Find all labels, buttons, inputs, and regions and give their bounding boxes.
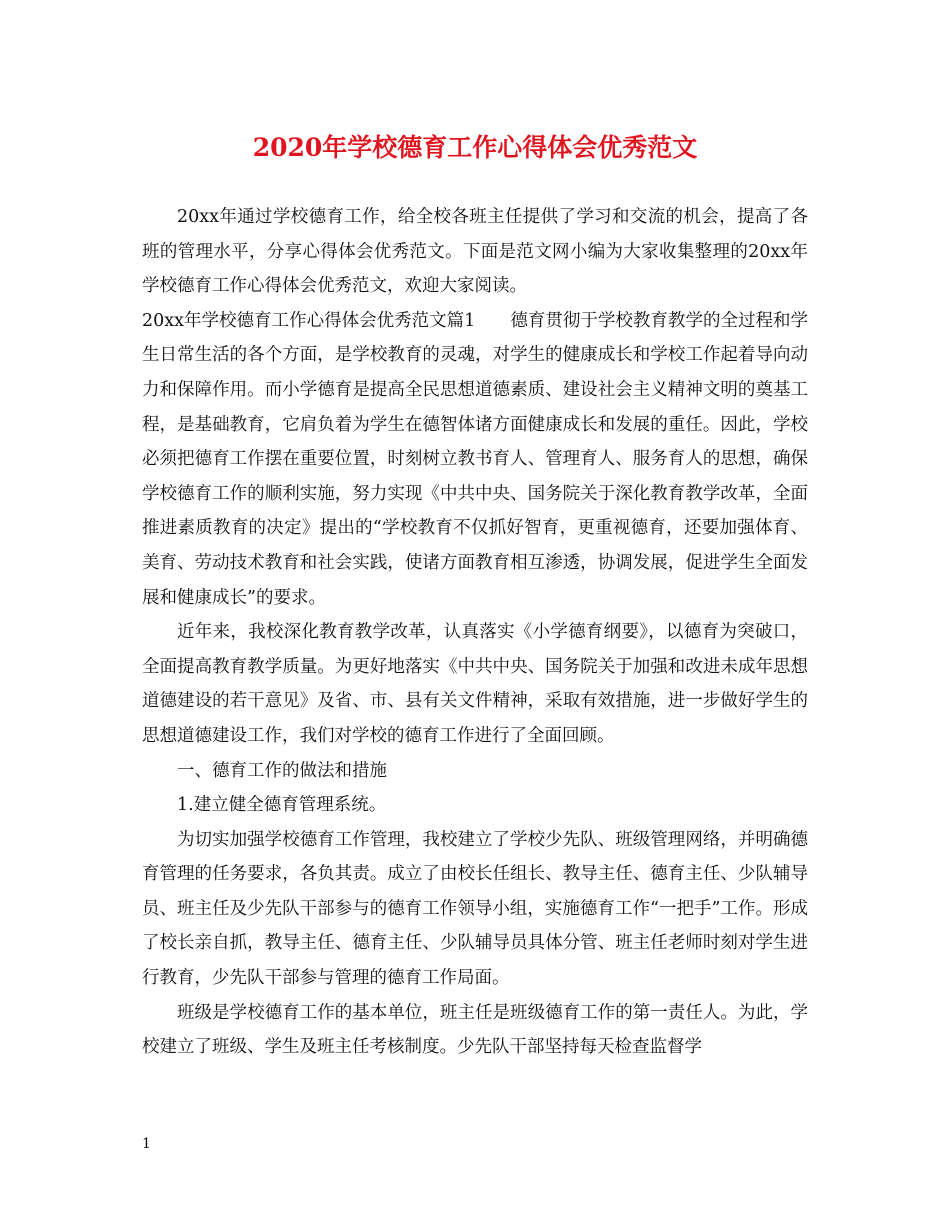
paragraph-management: 为切实加强学校德育工作管理，我校建立了学校少先队、班级管理网络，并明确德育管理的任务要求，各负其责。成立了由校长任组长、教导主任、德育主任、少队辅导员、班主任及少先队干部参与的德育工作领导小组，实施德育工作“一把手”工作。形成了校长亲自抓，教导主任、德育主任、少队辅导员具体分管、班主任老师时刻对学生进行教育，少先队干部参与管理的德育工作局面。	[142, 829, 808, 989]
page-number: 1	[142, 1136, 151, 1152]
document-title: 2020年学校德育工作心得体会优秀范文	[252, 133, 698, 162]
paragraph-recent-years: 近年来，我校深化教育教学改革，认真落实《小学德育纲要》，以德育为突破口，全面提高教育教学质量。为更好地落实《中共中央、国务院关于加强和改进未成年思想道德建设的若干意见》及省、市、县有关文件精神，采取有效措施，进一步做好学生的思想道德建设工作，我们对学校的德育工作进行了全面回顾。	[142, 622, 808, 746]
paragraph-section-1: 20xx年学校德育工作心得体会优秀范文篇1 德育贯彻于学校教育教学的全过程和学生日常生活的各个方面，是学校教育的灵魂，对学生的健康成长和学校工作起着导向动力和保障作用。而小学德育是提高全民思想道德素质、建设社会主义精神文明的奠基工程，是基础教育，它肩负着为学生在德智体诸方面健康成长和发展的重任。因此，学校必须把德育工作摆在重要位置，时刻树立教书育人、管理育人、服务育人的思想，确保学校德育工作的顺利实施，努力实现《中共中央、国务院关于深化教育教学改革，全面推进素质教育的决定》提出的“学校教育不仅抓好智育，更重视德育，还要加强体育、美育、劳动技术教育和社会实践，使诸方面教育相互渗透，协调发展，促进学生全面发展和健康成长”的要求。	[142, 310, 808, 608]
heading-measures: 一、德育工作的做法和措施	[177, 760, 387, 781]
document-body	[142, 200, 808, 1065]
paragraph-class-unit: 班级是学校德育工作的基本单位，班主任是班级德育工作的第一责任人。为此，学校建立了班级、学生及班主任考核制度。少先队干部坚持每天检查监督学	[142, 1002, 808, 1058]
paragraph-intro: 20xx年通过学校德育工作，给全校各班主任提供了学习和交流的机会，提高了各班的管理水平，分享心得体会优秀范文。下面是范文网小编为大家收集整理的20xx年学校德育工作心得体会优秀范文，欢迎大家阅读。	[142, 207, 808, 297]
heading-management-system: 1.建立健全德育管理系统。	[177, 795, 387, 816]
